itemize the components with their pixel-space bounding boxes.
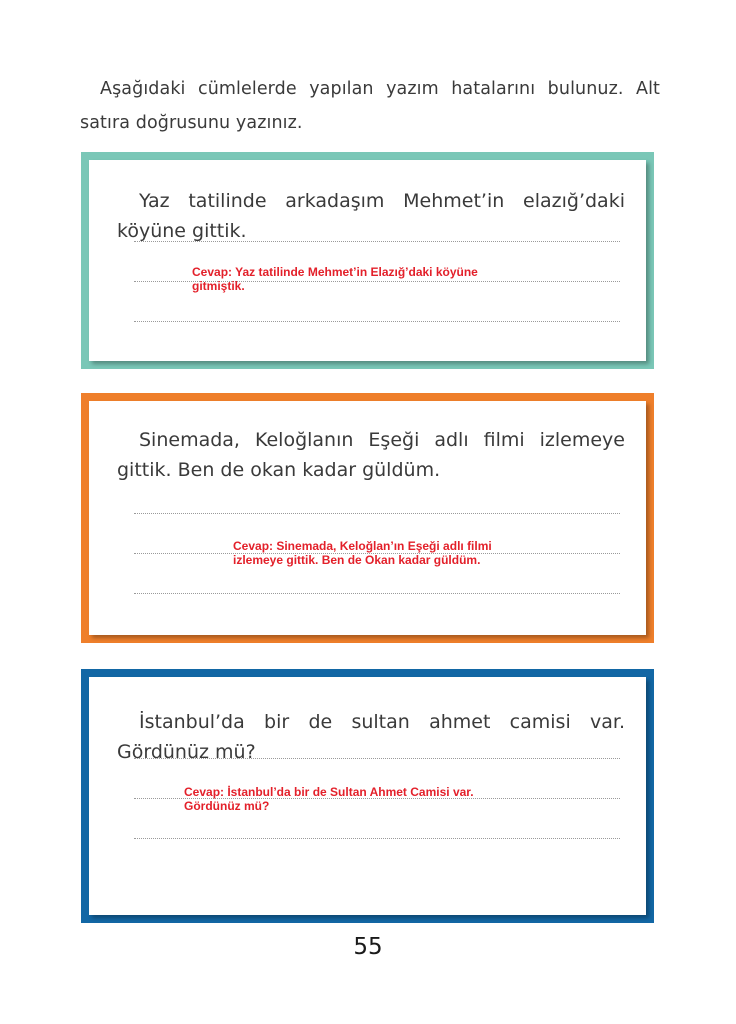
writing-line-1 [134, 241, 620, 242]
exercise-2-answer: Cevap: Sinemada, Keloğlan’ın Eşeği adlı filmi izlemeye gittik. Ben de Okan kadar güldüm. [233, 539, 492, 567]
exercise-card-3-panel [89, 677, 646, 915]
page-number: 55 [353, 934, 383, 960]
exercise-card-1 [81, 152, 654, 369]
exercise-3-prompt: İstanbul’da bir de sultan ahmet camisi var. Gördünüz mü? [117, 711, 625, 763]
exercise-card-1-panel [89, 160, 646, 361]
writing-line-3 [134, 321, 620, 322]
writing-line-3 [134, 838, 620, 839]
instructions-text: Aşağıdaki cümlelerde yapılan yazım hatalarını bulunuz. Alt satıra doğrusunu yazınız. [80, 79, 660, 133]
writing-line-1 [134, 513, 620, 514]
exercise-card-2 [81, 393, 654, 643]
exercise-card-3 [81, 669, 654, 923]
exercise-2-prompt: Sinemada, Keloğlanın Eşeği adlı filmi izlemeye gittik. Ben de okan kadar güldüm. [117, 429, 625, 481]
exercise-card-2-panel [89, 401, 646, 635]
writing-line-3 [134, 593, 620, 594]
exercise-1-prompt: Yaz tatilinde arkadaşım Mehmet’in elazığ’daki köyüne gittik. [117, 190, 625, 242]
writing-line-1 [134, 758, 620, 759]
exercise-3-answer: Cevap: İstanbul’da bir de Sultan Ahmet Camisi var. Gördünüz mü? [184, 785, 474, 813]
exercise-1-answer: Cevap: Yaz tatilinde Mehmet’in Elazığ’daki köyüne gitmiştik. [192, 265, 478, 293]
